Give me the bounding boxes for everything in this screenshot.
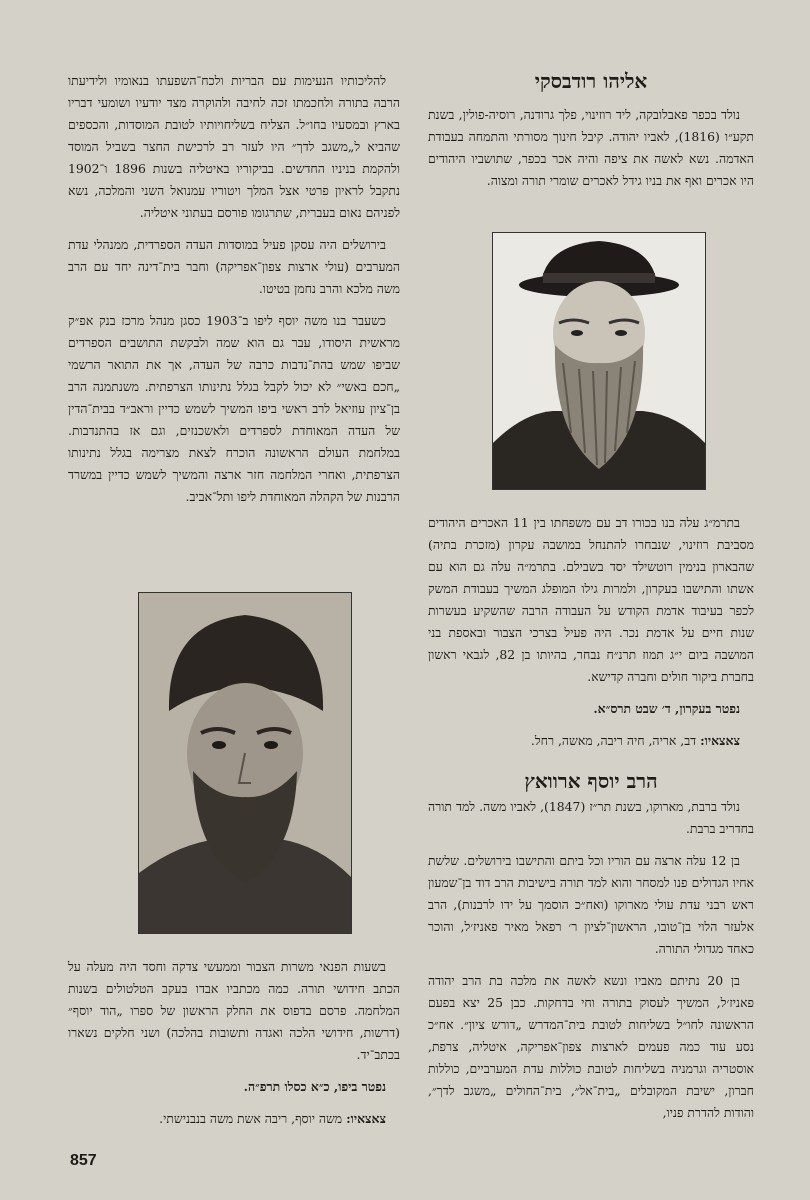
bio-rudavsky-intro <box>428 68 754 202</box>
bio-rudavsky-paragraph-1: נולד בכפר פאבלובקה, ליד רוזינוי, פלך גרודנה, רוסיה-פולין, בשנת תקע״ו (1816), לאביו יהודה. קיבל חינוך מסורתי והתמחה בעבודת האדמה. נשא לאשה את ציפה והיה אכר בכפר, שתושביו היהודים היו אכרים ואף את בניו גידל לאכרים שומרי תורה ומצוה. <box>428 107 754 188</box>
bio-arwatz-continued <box>68 70 400 518</box>
portrait-arwatz <box>138 592 352 934</box>
bio-arwatz <box>428 796 754 1134</box>
bio-arwatz-paragraph-4: להליכותיו הנעימות עם הבריות ולכח־השפעתו בנאומיו ולידיעתו הרבה בתורה ולחכמתו זכה לחיבה ולהוקרה מצד יודעיו ושומעי דבריו בארץ ובמסעיו בחו״ל. הצליח בשליחויותיו לטובת המוסדות, והכספים שהביא ל„משגב לדך״ היו לעזר רב לרכישת החצר בשביל המוסד ולהקמת בניניו החדשים. בביקוריו באיטליה בשנות 1896 ו־1902 נתקבל לראיון פרטי אצל המלך ויטוריו עמנואל השני והמלכה, נשא לפניהם נאום בעברית, שתרגומו פורסם בעתוני איטליה. <box>68 73 400 220</box>
bio-rudavsky-continued <box>428 512 754 762</box>
bio-arwatz-paragraph-7: בשעות הפנאי משרות הצבור וממעשי צדקה וחסד היה מעלה על הכתב חידושי תורה. כמה מכתביו אבדו בעקב הטלטולים בשנות המלחמה. פרסם בדפוס את החלק הראשון של ספרו „הוד יוסף״ (דרשות, חידושי הלכה ואגדה ותשובות בהלכה) ושני חלקים נשארו בכתב־יד. <box>68 959 400 1062</box>
bio-rudavsky-death: נפטר בעקרון, ד׳ שבט תרס״א. <box>593 701 740 716</box>
bio-arwatz-paragraph-2: בן 12 עלה ארצה עם הוריו וכל ביתם והתישבו בירושלים. שלשת אחיו הגדולים פנו למסחר והוא למד תורה בישיבות הרב דוד בן־שמעון ראש רבני עדת עולי מארוקו (ואח״כ הוסמך על ידו לרבנות), הרב אלעזר הלוי בן־טובו, הראשון־לציון ר׳ רפאל מאיר פאניז׳ל, והוכר כאחד מגדולי התורה. <box>428 853 754 956</box>
bio-rudavsky-descendants: צאצאיו: דב, אריה, חיה ריבה, מאשה, רחל. <box>530 733 740 748</box>
bio-arwatz-paragraph-5: בירושלים היה עסקן פעיל במוסדות העדה הספרדית, ממנהלי עדת המערבים (עולי ארצות צפון־אפריקה) וחבר בית־דינה יחד עם הרב משה מלכא והרב נחמן בטיטו. <box>68 237 400 296</box>
bio-arwatz-closing <box>68 956 400 1140</box>
bio-arwatz-paragraph-6: כשעבר בנו משה יוסף ליפו ב־1903 כסגן מנהל מרכז בנק אפ״ק מראשית היסודו, עבר גם הוא שמה ולבקשת התושבים הספרדים שביפו שמש בהת־נדבות כרבה של העדה, אך את התואר הרשמי „חכם באשי״ לא יכול לקבל בגלל נתינותו הצרפתית. משנתמנה הרב בן־ציון עוזיאל לרב ראשי ביפו המשיך לשמש כדיין וראב״ד בבית־הדין של העדה המאוחדת לספרדים ולאשכנזים, וגם אז בהתנדבות. במלחמת העולם הראשונה הוכרח לצאת מצרימה בגלל נתינותו הצרפתית, ואחרי המלחמה חזר ארצה והמשיך לשמש כדיין במשרד הרבנות של הקהלה המאוחדת ליפו ותל־אביב. <box>68 313 400 504</box>
bio-heading-arwatz: הרב יוסף ארוואץ <box>524 769 658 793</box>
bio-heading-rudavsky: אליהו רודבסקי <box>534 69 648 93</box>
portrait-rudavsky <box>492 232 706 490</box>
page-number: 857 <box>70 1152 97 1169</box>
bio-arwatz-descendants: צאצאיו: משה יוסף, ריבה אשת משה בנבנישתי. <box>159 1111 386 1126</box>
bio-arwatz-paragraph-1: נולד ברבת, מארוקו, בשנת תר״ז (1847), לאביו משה. למד תורה בחדריב ברבת. <box>428 799 754 836</box>
bio-arwatz-death: נפטר ביפו, כ״א כסלו תרפ״ה. <box>243 1079 386 1094</box>
bio-rudavsky-paragraph-2: בתרמ״ג עלה בנו בכורו דב עם משפחתו בין 11 האכרים היהודים מסביבת רוזינוי, שנבחרו להתנחל במושבה עקרון (מזכרת בתיה) שהבארון בנימין רוטשילד יסד בשבילם. בתרמ״ה עלה גם הוא עם אשתו והתישבו בעקרון, ולמרות גילו המופלג המשיך בעבודת המשק לכפר בעיבוד אדמת הקודש על העבודה הרבה שהשקיע בעשרות שנות חיים על אדמת נכר. היה פעיל בצרכי הצבור ובאספת בני המושבה ביום י״ג תמוז תרנ״ח נבחר, בהיותו בן 82, לגבאי ראשון בחברת ביקור חולים וחברה קדישא. <box>428 515 754 684</box>
bio-arwatz-paragraph-3: בן 20 נתיתם מאביו ונשא לאשה את מלכה בת הרב יהודה פאניז׳ל, המשיך לעסוק בתורה וחי בדחקות. כבן 25 יצא בפעם הראשונה לחו״ל בשליחות לטובת בית־המדרש „דורש ציון״. אח״כ נסע עוד כמה פעמים לארצות צפון־אפריקה, איטליה, צרפת, אוסטריה וגרמניה בשליחות לטובת כוללות עדת המערביים, כוללות חברון, ישיבת המקובלים „בית־אל״, בית־החולים „משגב לדך״, והודות להדרת פניו, <box>428 973 754 1120</box>
